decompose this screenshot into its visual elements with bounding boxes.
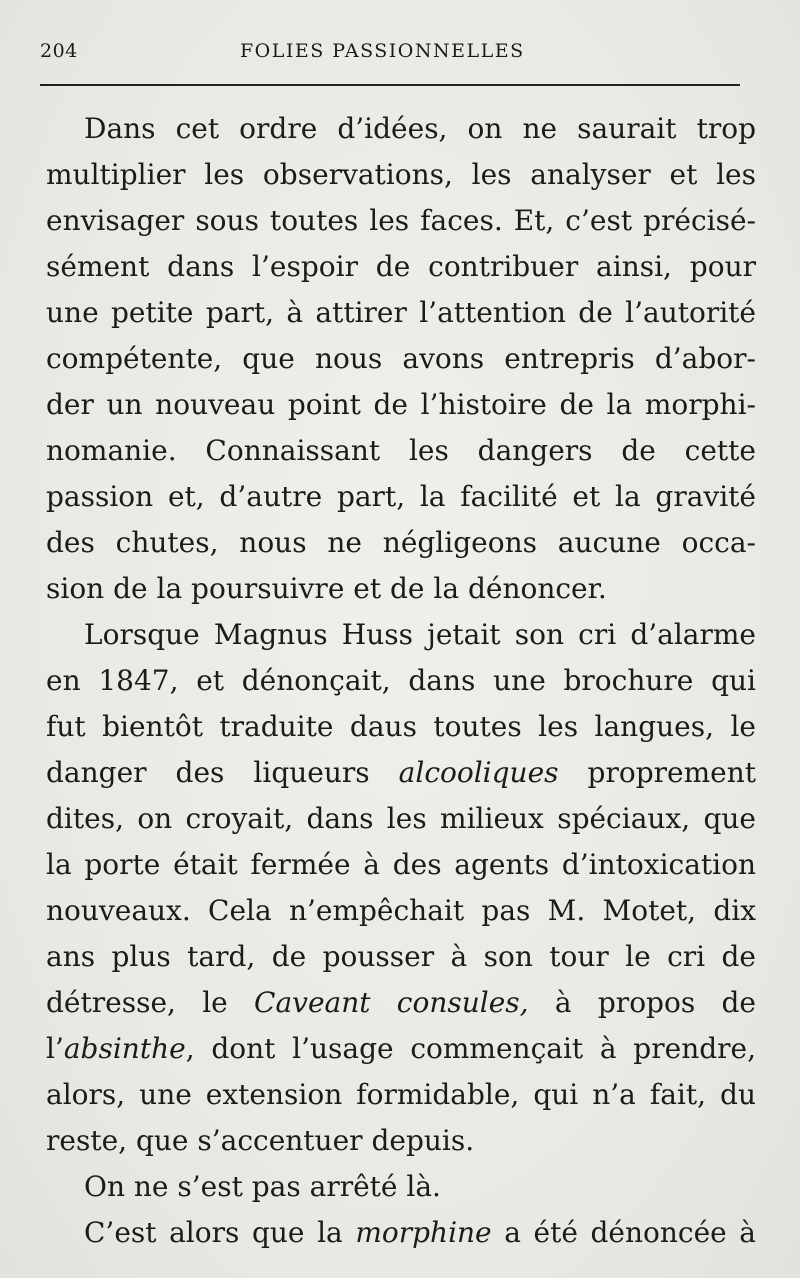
- emphasis-phrase: Caveant consules,: [254, 986, 529, 1019]
- header-rule: [40, 84, 740, 86]
- text-line-with-emphasis: [46, 750, 756, 796]
- text-line: compétente, que nous avons entrepris d’abor-: [46, 342, 756, 375]
- emphasis-word: absinthe: [63, 1032, 186, 1065]
- page-number: 204: [40, 40, 78, 62]
- text-line: en 1847, et dénonçait, dans une brochure qui: [46, 664, 756, 697]
- emphasis-word: morphine: [355, 1216, 492, 1249]
- text-line: une petite part, à attirer l’attention de l’autorité: [46, 296, 756, 329]
- emphasis-word: alcooliques: [398, 756, 559, 789]
- text-line: Lorsque Magnus Huss jetait son cri d’alarme: [84, 618, 756, 651]
- text-run: l’: [46, 1032, 64, 1065]
- text-line: sion de la poursuivre et de la dénoncer.: [46, 572, 607, 605]
- text-line: passion et, d’autre part, la facilité et la gravité: [46, 480, 756, 513]
- text-line: sément dans l’espoir de contribuer ainsi, pour: [46, 250, 756, 283]
- text-line: des chutes, nous ne négligeons aucune occa-: [46, 526, 756, 559]
- text-line: la porte était fermée à des agents d’intoxication: [46, 848, 756, 881]
- text-line: nouveaux. Cela n’empêchait pas M. Motet, dix: [46, 894, 756, 927]
- text-line: nomanie. Connaissant les dangers de cette: [46, 434, 756, 467]
- text-run: proprement: [558, 756, 756, 789]
- text-run: danger des liqueurs: [46, 756, 399, 789]
- text-line: Dans cet ordre d’idées, on ne saurait trop: [84, 112, 756, 145]
- text-run: a été dénoncée à: [491, 1216, 756, 1249]
- text-run: , dont l’usage commençait à prendre,: [185, 1032, 756, 1065]
- page-header: [40, 36, 740, 72]
- text-line-with-emphasis: [46, 1210, 756, 1256]
- text-line: reste, que s’accentuer depuis.: [46, 1124, 475, 1157]
- text-line: der un nouveau point de l’histoire de la morphi-: [46, 388, 756, 421]
- text-run: C’est alors que la: [84, 1216, 356, 1249]
- text-line: multiplier les observations, les analyser et les: [46, 158, 756, 191]
- text-line: fut bientôt traduite daus toutes les langues, le: [46, 710, 756, 743]
- text-line-with-emphasis: [46, 1026, 756, 1072]
- running-title: FOLIES PASSIONNELLES: [240, 40, 525, 62]
- text-run: détresse, le: [46, 986, 255, 1019]
- text-line: alors, une extension formidable, qui n’a fait, du: [46, 1078, 756, 1111]
- text-line: envisager sous toutes les faces. Et, c’est précisé-: [46, 204, 756, 237]
- text-line-with-emphasis: [46, 980, 756, 1026]
- body-text: [46, 106, 756, 1256]
- text-run: à propos de: [528, 986, 756, 1019]
- text-line: On ne s’est pas arrêté là.: [84, 1170, 441, 1203]
- text-line: ans plus tard, de pousser à son tour le cri de: [46, 940, 756, 973]
- text-line: dites, on croyait, dans les milieux spéciaux, que: [46, 802, 756, 835]
